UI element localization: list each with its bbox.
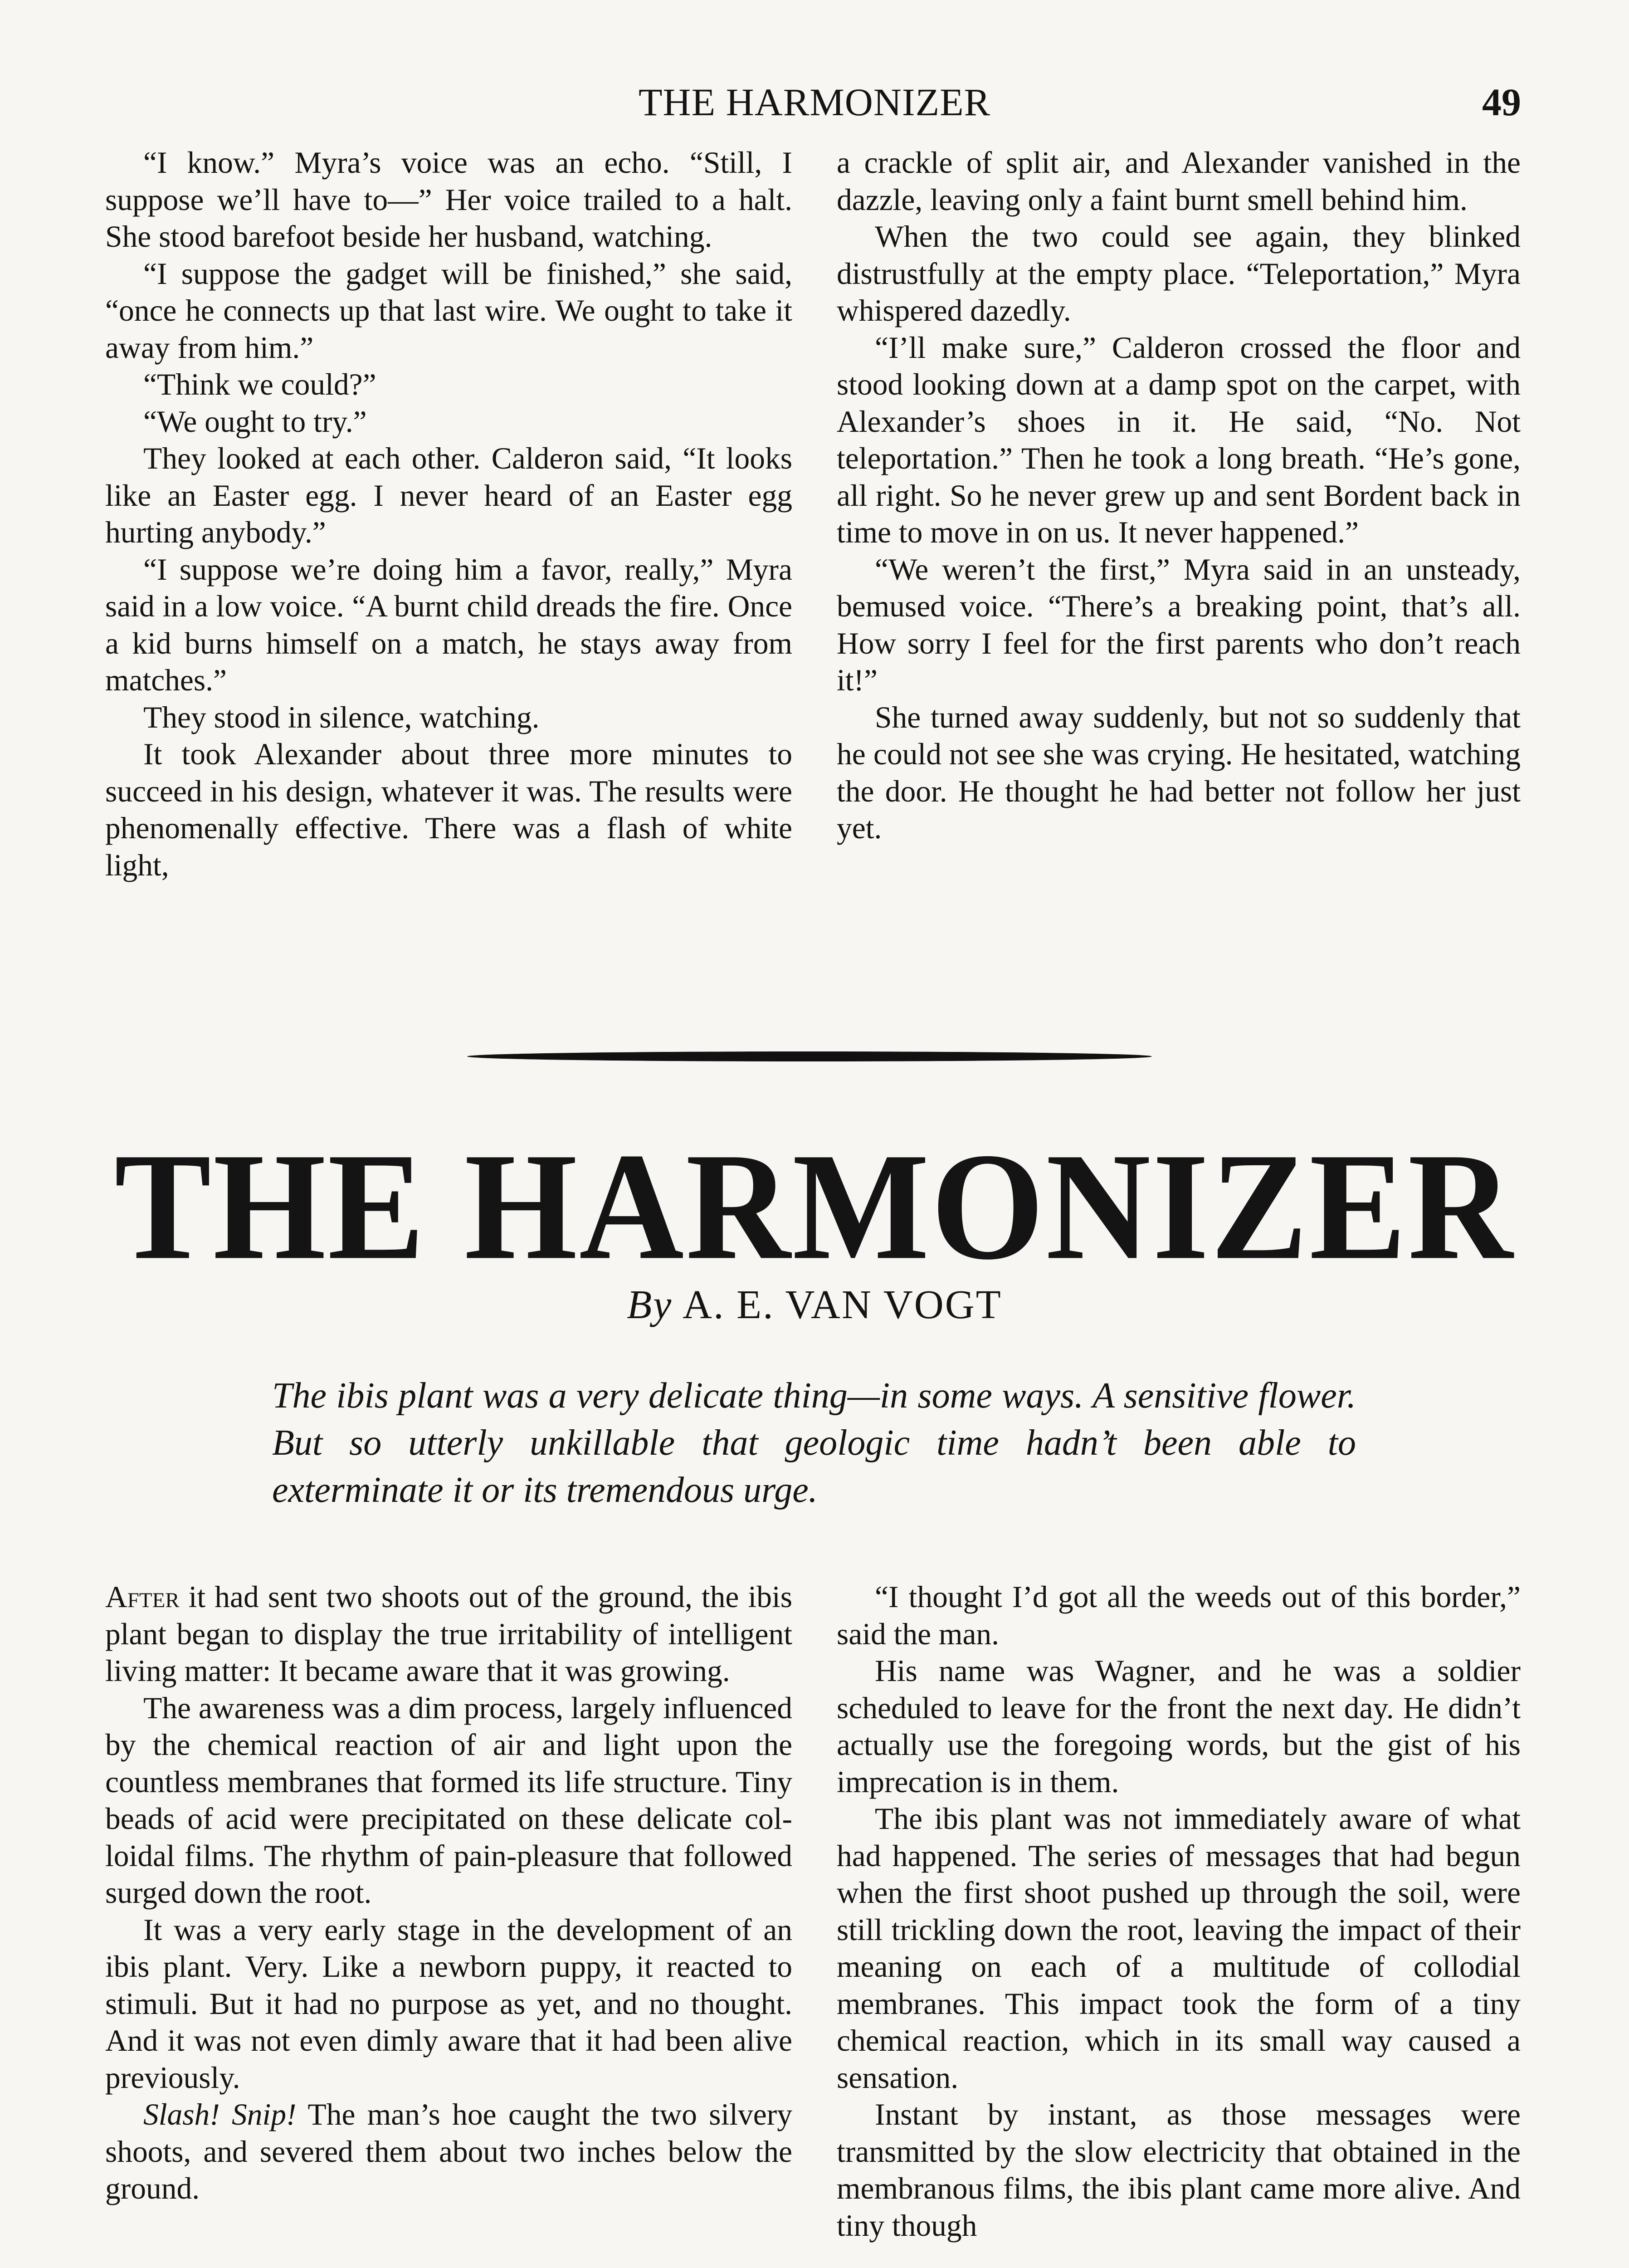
paragraph: “I’ll make sure,” Calderon crossed the floor and stood looking down at a damp spot on the carpet, with Alexander’s shoes in it. He said, “No. Not teleportation.” Then he took a long breath. “He’s gone, all right. So he never grew up and sent Bordent back in time to move in on us. It never happened.” — [837, 330, 1521, 549]
section-divider — [467, 1051, 1152, 1061]
byline — [0, 1281, 1629, 1328]
previous-story-right-column — [837, 144, 1521, 847]
page-header — [0, 79, 1629, 129]
previous-story-left-column — [105, 144, 792, 884]
story-title: THE HARMONIZER — [114, 1121, 1515, 1292]
opening-text: it had sent two shoots out of the ground, the ibis plant began to display the true irritability of intelligent living matter: It became aware that it was growing. — [105, 1580, 792, 1688]
page-number: 49 — [1482, 80, 1521, 124]
paragraph: The ibis plant was not immediately aware of what had happened. The series of messages that had begun when the first shoot pushed up through the soil, were still trickling down the root, leaving the impact of their meaning on each of a multitude of collodial membranes. This impact took the form of a tiny chemical reaction, which in its small way caused a sensation. — [837, 1802, 1521, 2095]
opening-paragraph — [105, 1579, 792, 1690]
paragraph-text: The man’s hoe caught the two silvery shoots, and severed them about two inches below the ground. — [105, 2097, 792, 2205]
paragraph: It was a very early stage in the development of an ibis plant. Very. Like a newborn puppy, it reacted to stimuli. But it had no purpose as yet, and no thought. And it was not even dimly aware that it had been alive previously. — [105, 1912, 792, 2095]
paragraph: “I suppose we’re doing him a favor, really,” Myra said in a low voice. “A burnt child dreads the fire. Once a kid burns himself on a match, he stays away from matches.” — [105, 552, 792, 697]
paragraph: “I thought I’d got all the weeds out of this border,” said the man. — [837, 1580, 1521, 1651]
paragraph: “We weren’t the first,” Myra said in an unsteady, bemused voice. “There’s a breaking point, that’s all. How sorry I feel for the first parents who don’t reach it!” — [837, 552, 1521, 697]
paragraph: She turned away suddenly, but not so suddenly that he could not see she was crying. He hesitated, watching the door. He thought he had better not follow her just yet. — [837, 700, 1521, 845]
opening-word: After — [105, 1580, 180, 1614]
paragraph: “We ought to try.” — [143, 404, 367, 439]
paragraph: It took Alexander about three more minutes to succeed in his design, whatever it was. The results were phenomenally effective. There was a flash of white light, — [105, 737, 792, 882]
paragraph: They stood in silence, watching. — [143, 700, 540, 734]
paragraph: When the two could see again, they blinked distrustfully at the empty place. “Teleportation,” Myra whispered dazedly. — [837, 220, 1521, 327]
paragraph: They looked at each other. Calderon said, “It looks like an Easter egg. I never heard of an Easter egg hurting anybody.” — [105, 441, 792, 549]
paragraph: “Think we could?” — [143, 367, 376, 401]
story-left-column — [105, 1579, 792, 2207]
paragraph: Instant by instant, as those messages were transmitted by the slow electricity that obtained in the membranous films, the ibis plant came more alive. And tiny though — [837, 2097, 1521, 2243]
paragraph — [105, 2096, 792, 2207]
paragraph: a crackle of split air, and Alexander vanished in the dazzle, leaving only a faint burnt smell behind him. — [837, 146, 1521, 217]
story-right-column — [837, 1579, 1521, 2244]
running-title: THE HARMONIZER — [639, 80, 990, 124]
emphasis-text: Slash! Snip! — [143, 2097, 297, 2131]
paragraph: “I suppose the gadget will be finished,” she said, “once he connects up that last wire. We ought to take it away from him.” — [105, 256, 792, 365]
paragraph: “I know.” Myra’s voice was an echo. “Still, I suppose we’ll have to—” Her voice trailed to a halt. She stood barefoot beside her husband, watching. — [105, 146, 792, 254]
story-blurb: The ibis plant was a very delicate thing—in some ways. A sensitive flower. But so utterly unkillable that geologic time hadn’t been able to exterminate it or its tremendous urge. — [272, 1376, 1356, 1510]
author-name: A. E. VAN VOGT — [683, 1282, 1002, 1327]
paragraph: The awareness was a dim process, largely influenced by the chemical reaction of air and light upon the countless membranes that formed its life structure. Tiny beads of acid were precipitated on these delicate colloidal films. The rhythm of pain-pleasure that followed surged down the root. — [105, 1691, 792, 1910]
paragraph: His name was Wagner, and he was a soldier scheduled to leave for the front the next day. He didn’t actually use the foregoing words, but the gist of his imprecation is in them. — [837, 1654, 1521, 1799]
byline-prefix: By — [627, 1282, 673, 1327]
